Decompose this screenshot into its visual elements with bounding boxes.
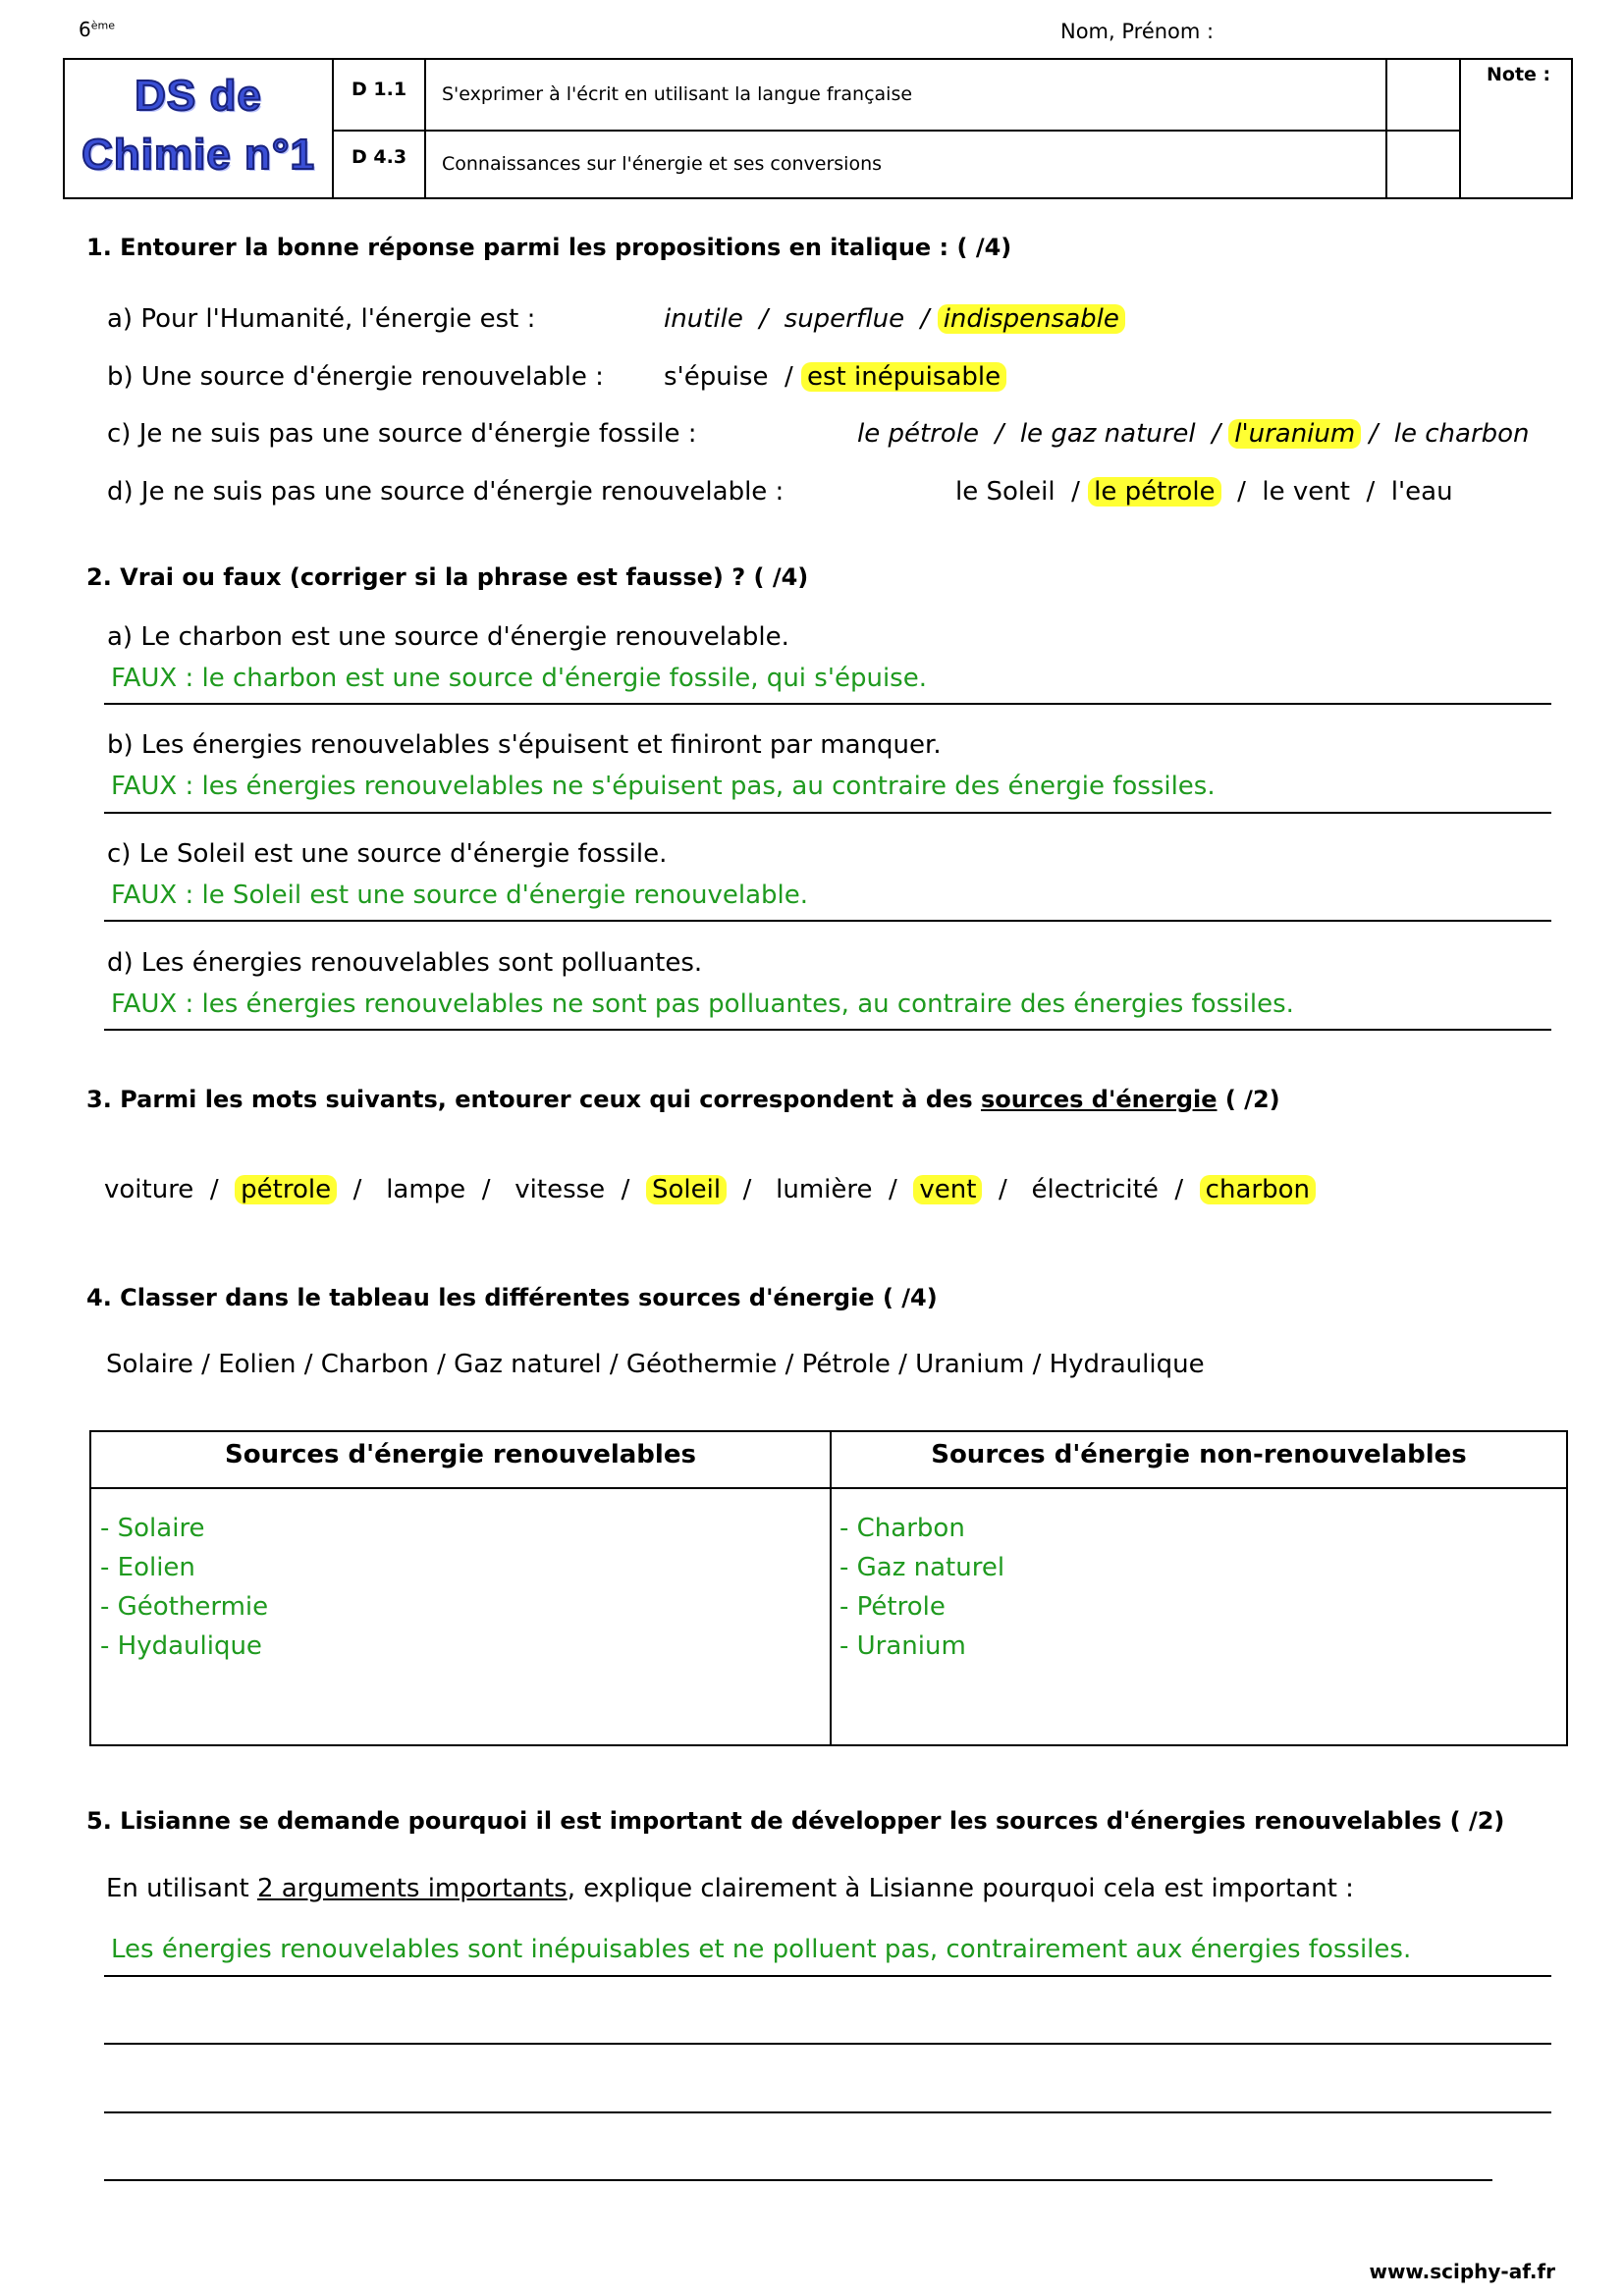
q3-word[interactable]: vitesse (514, 1175, 606, 1204)
q1-title: 1. Entourer la bonne réponse parmi les propositions en italique : ( /4) (86, 234, 1012, 261)
q3-word[interactable]: lampe (386, 1175, 466, 1204)
q2-b-statement: b) Les énergies renouvelables s'épuisent et finiront par manquer. (107, 730, 942, 760)
q1-b-prompt: b) Une source d'énergie renouvelable : (107, 362, 604, 392)
skill-code-1: D 1.1 (352, 79, 407, 100)
q1-a-options: inutile / superflue / indispensable (664, 304, 1125, 334)
q1-b-answer[interactable]: est inépuisable (801, 362, 1006, 392)
footer-website[interactable]: www.sciphy-af.fr (1369, 2260, 1555, 2283)
header-table (63, 58, 1573, 199)
q3-word-selected[interactable]: pétrole (235, 1175, 337, 1204)
q3-word-selected[interactable]: vent (913, 1175, 982, 1204)
classification-table (89, 1430, 1568, 1746)
q1-c-prompt: c) Je ne suis pas une source d'énergie fossile : (107, 419, 697, 449)
q1-c-options: le pétrole / le gaz naturel / l'uranium / le charbon (857, 419, 1530, 449)
logo-title-line1: DS de (135, 72, 262, 120)
q2-d-answer[interactable]: FAUX : les énergies renouvelables ne sont pas polluantes, au contraire des énergies fossiles. (111, 989, 1294, 1019)
q1-c-answer[interactable]: l'uranium (1228, 419, 1361, 449)
q3-title: 3. Parmi les mots suivants, entourer ceux qui correspondent à des sources d'énergie ( /2) (86, 1086, 1280, 1113)
skill-desc-1: S'exprimer à l'écrit en utilisant la langue française (442, 83, 913, 105)
q3-word[interactable]: lumière (776, 1175, 873, 1204)
skill-desc-2: Connaissances sur l'énergie et ses conversions (442, 153, 883, 175)
q5-prompt: En utilisant 2 arguments importants, explique clairement à Lisianne pourquoi cela est important : (106, 1874, 1354, 1903)
logo-title-line2: Chimie n°1 (81, 131, 315, 179)
q1-d-answer[interactable]: le pétrole (1088, 477, 1220, 507)
table-header-nonrenewable: Sources d'énergie non-renouvelables (931, 1440, 1467, 1469)
q3-word-list: voiture / pétrole / lampe / vitesse / Soleil / lumière / vent / électricité / charbon (104, 1175, 1316, 1204)
list-item: - Uranium (839, 1631, 966, 1661)
q1-d-options: le Soleil / le pétrole / le vent / l'eau (955, 477, 1453, 507)
q5-answer[interactable]: Les énergies renouvelables sont inépuisables et ne polluent pas, contrairement aux énergies fossiles. (111, 1935, 1412, 1964)
answer-line[interactable] (104, 2179, 1492, 2181)
list-item: - Solaire (100, 1514, 205, 1543)
q2-c-answer[interactable]: FAUX : le Soleil est une source d'énergie renouvelable. (111, 881, 808, 910)
list-item: - Gaz naturel (839, 1553, 1005, 1582)
q3-word-selected[interactable]: charbon (1200, 1175, 1316, 1204)
nonrenewable-column[interactable] (839, 1509, 1004, 1666)
q2-a-answer[interactable]: FAUX : le charbon est une source d'énergie fossile, qui s'épuise. (111, 664, 927, 693)
q1-a-answer[interactable]: indispensable (938, 304, 1125, 334)
q2-b-answer[interactable]: FAUX : les énergies renouvelables ne s'épuisent pas, au contraire des énergie fossiles. (111, 772, 1216, 801)
q2-a-statement: a) Le charbon est une source d'énergie renouvelable. (107, 622, 789, 652)
q1-d-prompt: d) Je ne suis pas une source d'énergie renouvelable : (107, 477, 785, 507)
table-header-renewable: Sources d'énergie renouvelables (225, 1440, 696, 1469)
list-item: - Eolien (100, 1553, 195, 1582)
name-field-label: Nom, Prénom : (1060, 20, 1215, 43)
q2-d-statement: d) Les énergies renouvelables sont polluantes. (107, 948, 703, 978)
q2-c-statement: c) Le Soleil est une source d'énergie fossile. (107, 839, 668, 869)
q3-word-selected[interactable]: Soleil (646, 1175, 727, 1204)
skill-code-2: D 4.3 (352, 146, 407, 168)
renewable-column[interactable] (100, 1509, 268, 1666)
list-item: - Pétrole (839, 1592, 946, 1622)
q2-title: 2. Vrai ou faux (corriger si la phrase est fausse) ? ( /4) (86, 563, 809, 591)
list-item: - Géothermie (100, 1592, 269, 1622)
q4-title: 4. Classer dans le tableau les différentes sources d'énergie ( /4) (86, 1284, 938, 1311)
q3-word[interactable]: électricité (1031, 1175, 1159, 1204)
list-item: - Charbon (839, 1514, 965, 1543)
answer-line[interactable] (104, 2043, 1551, 2045)
list-item: - Hydaulique (100, 1631, 262, 1661)
note-label: Note : (1487, 64, 1551, 85)
q3-word[interactable]: voiture (104, 1175, 194, 1204)
q1-b-options: s'épuise / est inépuisable (664, 362, 1006, 392)
answer-line[interactable] (104, 2111, 1551, 2113)
q1-a-prompt: a) Pour l'Humanité, l'énergie est : (107, 304, 536, 334)
class-level: 6ème (79, 18, 115, 41)
q5-title: 5. Lisianne se demande pourquoi il est important de développer les sources d'énergies renouvelables ( /2) (86, 1807, 1505, 1835)
q4-source-list: Solaire / Eolien / Charbon / Gaz naturel / Géothermie / Pétrole / Uranium / Hydraulique (106, 1350, 1205, 1379)
